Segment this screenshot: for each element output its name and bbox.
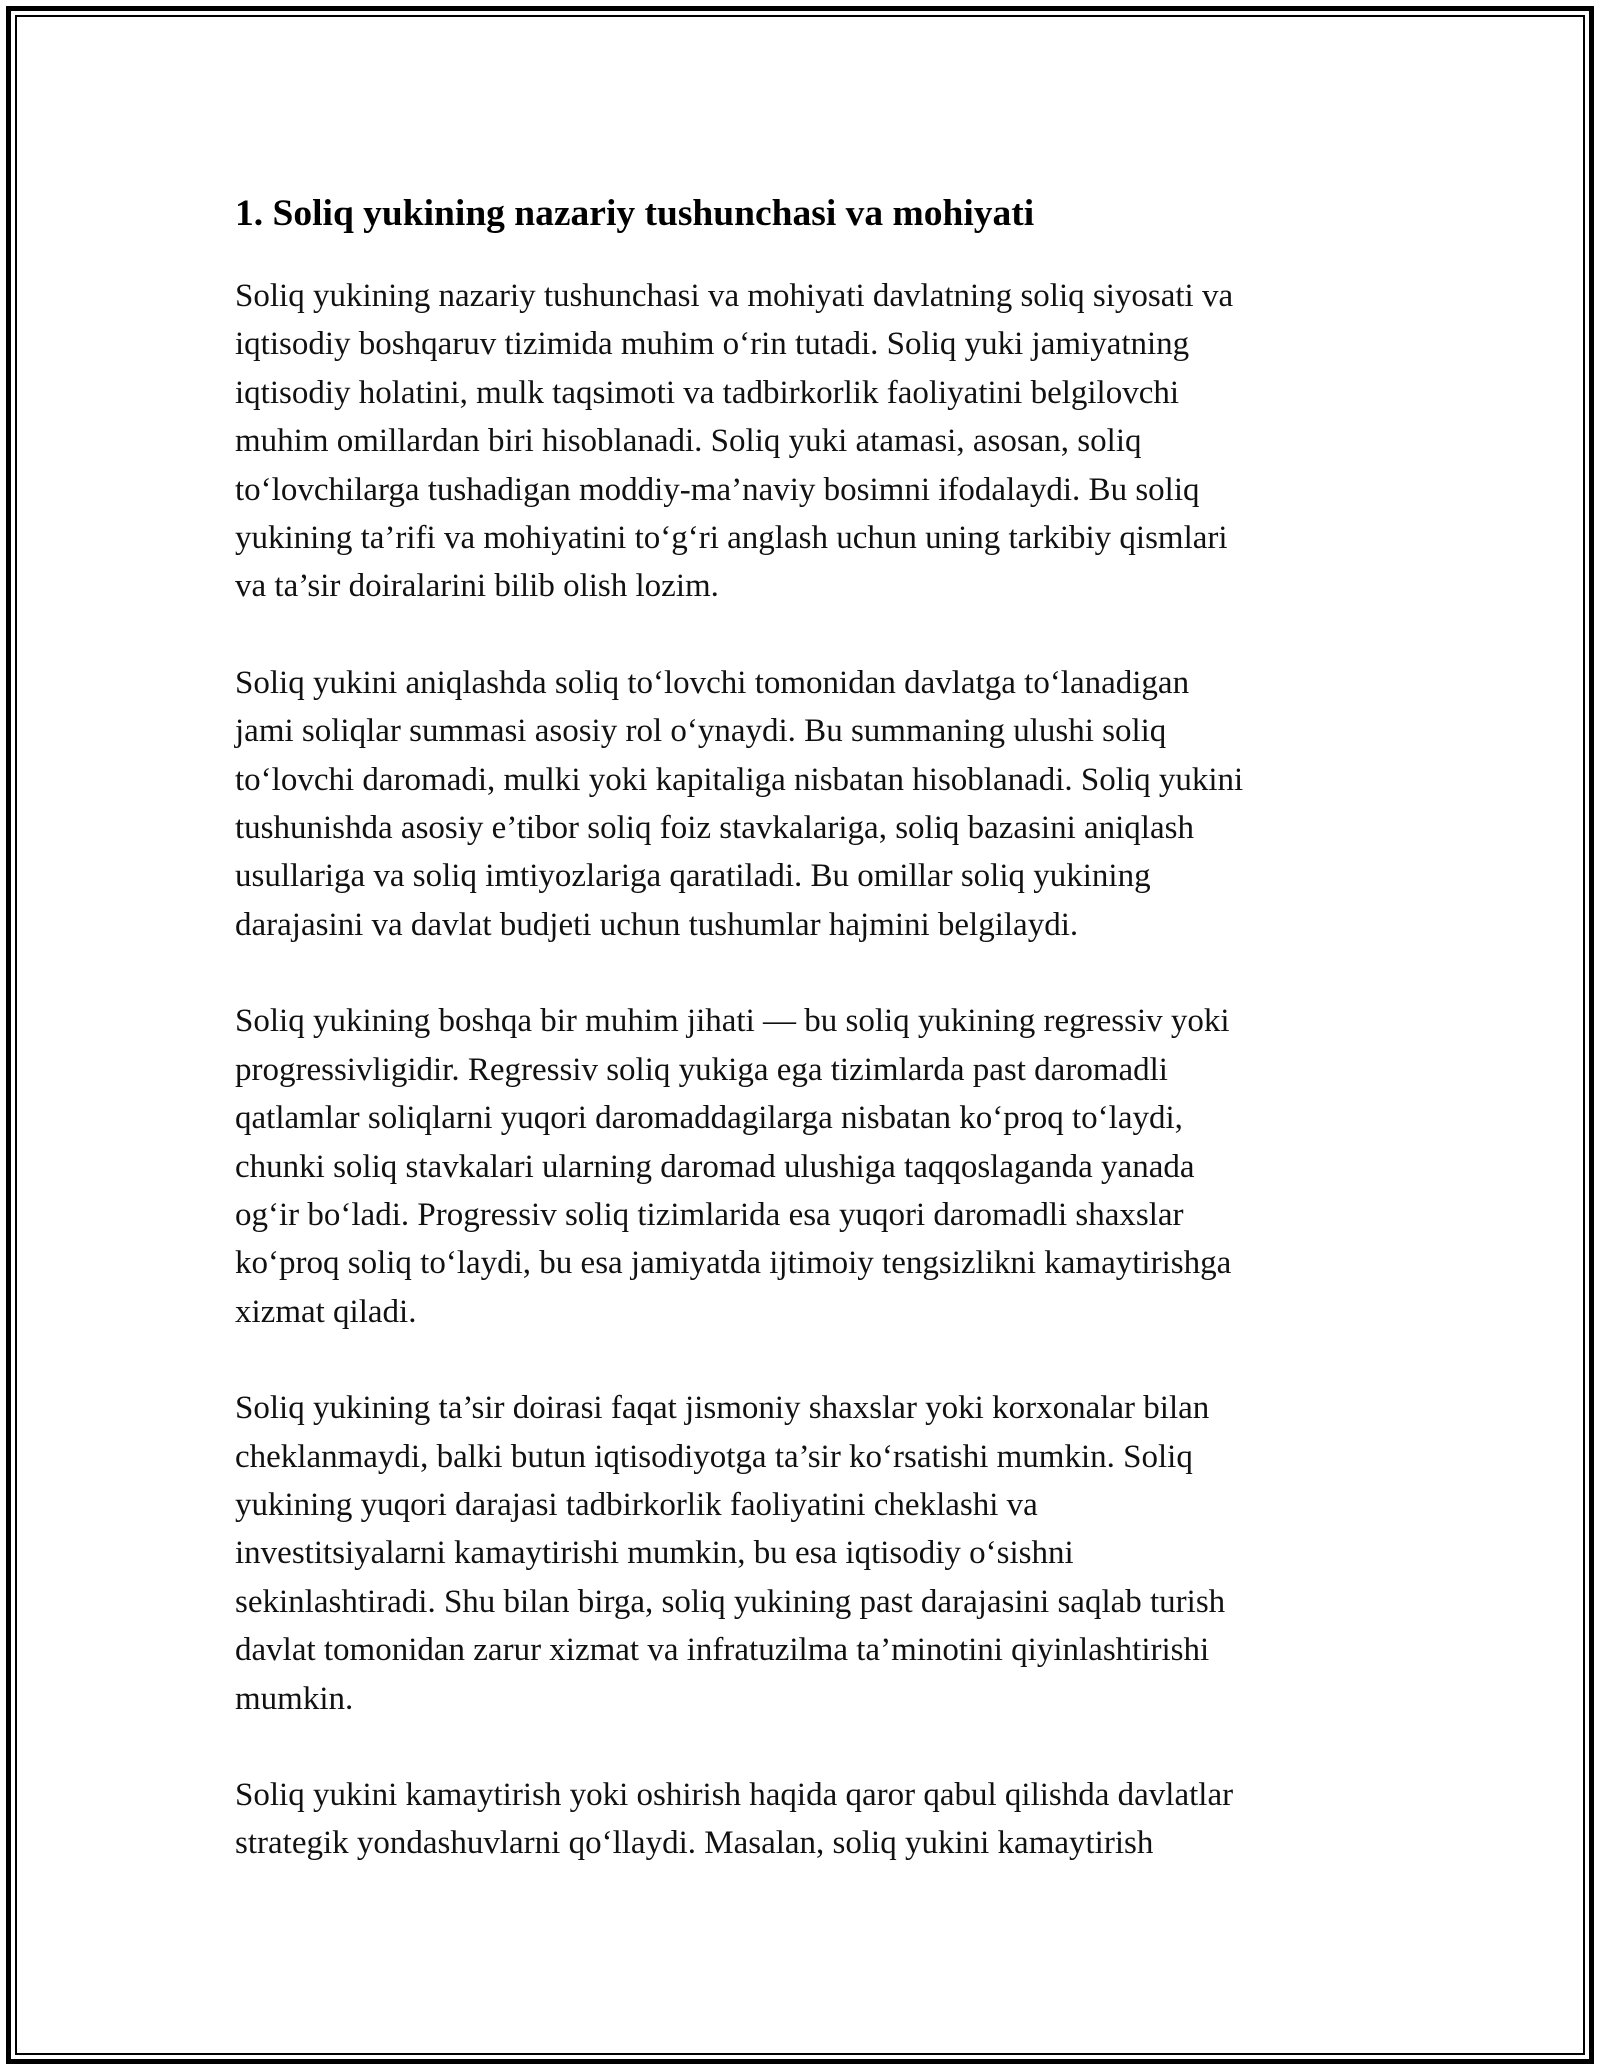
text-line: usullariga va soliq imtiyozlariga qaratiladi. Bu omillar soliq yukining bbox=[235, 858, 1151, 895]
text-line: qatlamlar soliqlarni yuqori daromaddagilarga nisbatan ko‘proq to‘laydi, bbox=[235, 1100, 1183, 1137]
text-line: investitsiyalarni kamaytirishi mumkin, bu esa iqtisodiy o‘sishni bbox=[235, 1535, 1074, 1572]
text-line: tushunishda asosiy e’tibor soliq foiz stavkalariga, soliq bazasini aniqlash bbox=[235, 810, 1194, 847]
text-line: xizmat qiladi. bbox=[235, 1293, 417, 1330]
text-line: chunki soliq stavkalari ularning daromad ulushiga taqqoslaganda yanada bbox=[235, 1148, 1195, 1185]
text-line: mumkin. bbox=[235, 1680, 354, 1717]
text-line: to‘lovchi daromadi, mulki yoki kapitaliga nisbatan hisoblanadi. Soliq yukini bbox=[235, 761, 1244, 798]
text-line: og‘ir bo‘ladi. Progressiv soliq tizimlarida esa yuqori daromadli shaxslar bbox=[235, 1196, 1184, 1233]
paragraph-3 bbox=[235, 997, 1370, 1336]
text-line: to‘lovchilarga tushadigan moddiy-ma’naviy bosimni ifodalaydi. Bu soliq bbox=[235, 471, 1200, 508]
text-line: Soliq yukining ta’sir doirasi faqat jismoniy shaxslar yoki korxonalar bilan bbox=[235, 1390, 1210, 1427]
text-line: jami soliqlar summasi asosiy rol o‘ynaydi. Bu summaning ulushi soliq bbox=[235, 713, 1167, 750]
paragraph-5 bbox=[235, 1771, 1370, 1868]
text-line: Soliq yukini aniqlashda soliq to‘lovchi tomonidan davlatga to‘lanadigan bbox=[235, 664, 1190, 701]
text-line: va ta’sir doiralarini bilib olish lozim. bbox=[235, 568, 719, 605]
text-line: Soliq yukining nazariy tushunchasi va mohiyati davlatning soliq siyosati va bbox=[235, 278, 1234, 314]
text-line: ko‘proq soliq to‘laydi, bu esa jamiyatda ijtimoiy tengsizlikni kamaytirishga bbox=[235, 1245, 1232, 1282]
text-line: iqtisodiy boshqaruv tizimida muhim o‘rin tutadi. Soliq yuki jamiyatning bbox=[235, 326, 1190, 363]
document-body bbox=[235, 188, 1370, 1916]
text-line: muhim omillardan biri hisoblanadi. Soliq yuki atamasi, asosan, soliq bbox=[235, 423, 1142, 460]
text-line: cheklanmaydi, balki butun iqtisodiyotga ta’sir ko‘rsatishi mumkin. Soliq bbox=[235, 1438, 1193, 1475]
text-line: yukining yuqori darajasi tadbirkorlik faoliyatini cheklashi va bbox=[235, 1486, 1038, 1523]
text-line: iqtisodiy holatini, mulk taqsimoti va tadbirkorlik faoliyatini belgilovchi bbox=[235, 374, 1180, 411]
text-line: sekinlashtiradi. Shu bilan birga, soliq yukining past darajasini saqlab turish bbox=[235, 1583, 1226, 1620]
text-line: progressivligidir. Regressiv soliq yukiga ega tizimlarda past daromadli bbox=[235, 1051, 1168, 1088]
text-line: Soliq yukini kamaytirish yoki oshirish haqida qaror qabul qilishda davlatlar bbox=[235, 1776, 1234, 1813]
text-line: yukining ta’rifi va mohiyatini to‘g‘ri anglash uchun uning tarkibiy qismlari bbox=[235, 520, 1228, 557]
paragraph-2 bbox=[235, 659, 1370, 949]
section-heading: 1. Soliq yukining nazariy tushunchasi va mohiyati bbox=[235, 193, 1035, 234]
paragraph-4 bbox=[235, 1384, 1370, 1723]
text-line: strategik yondashuvlarni qo‘llaydi. Masalan, soliq yukini kamaytirish bbox=[235, 1825, 1154, 1862]
text-line: darajasini va davlat budjeti uchun tushumlar hajmini belgilaydi. bbox=[235, 906, 1079, 943]
text-line: Soliq yukining boshqa bir muhim jihati — bu soliq yukining regressiv yoki bbox=[235, 1003, 1230, 1040]
text-line: davlat tomonidan zarur xizmat va infratuzilma ta’minotini qiyinlashtirishi bbox=[235, 1632, 1210, 1669]
paragraph-1 bbox=[235, 272, 1370, 611]
